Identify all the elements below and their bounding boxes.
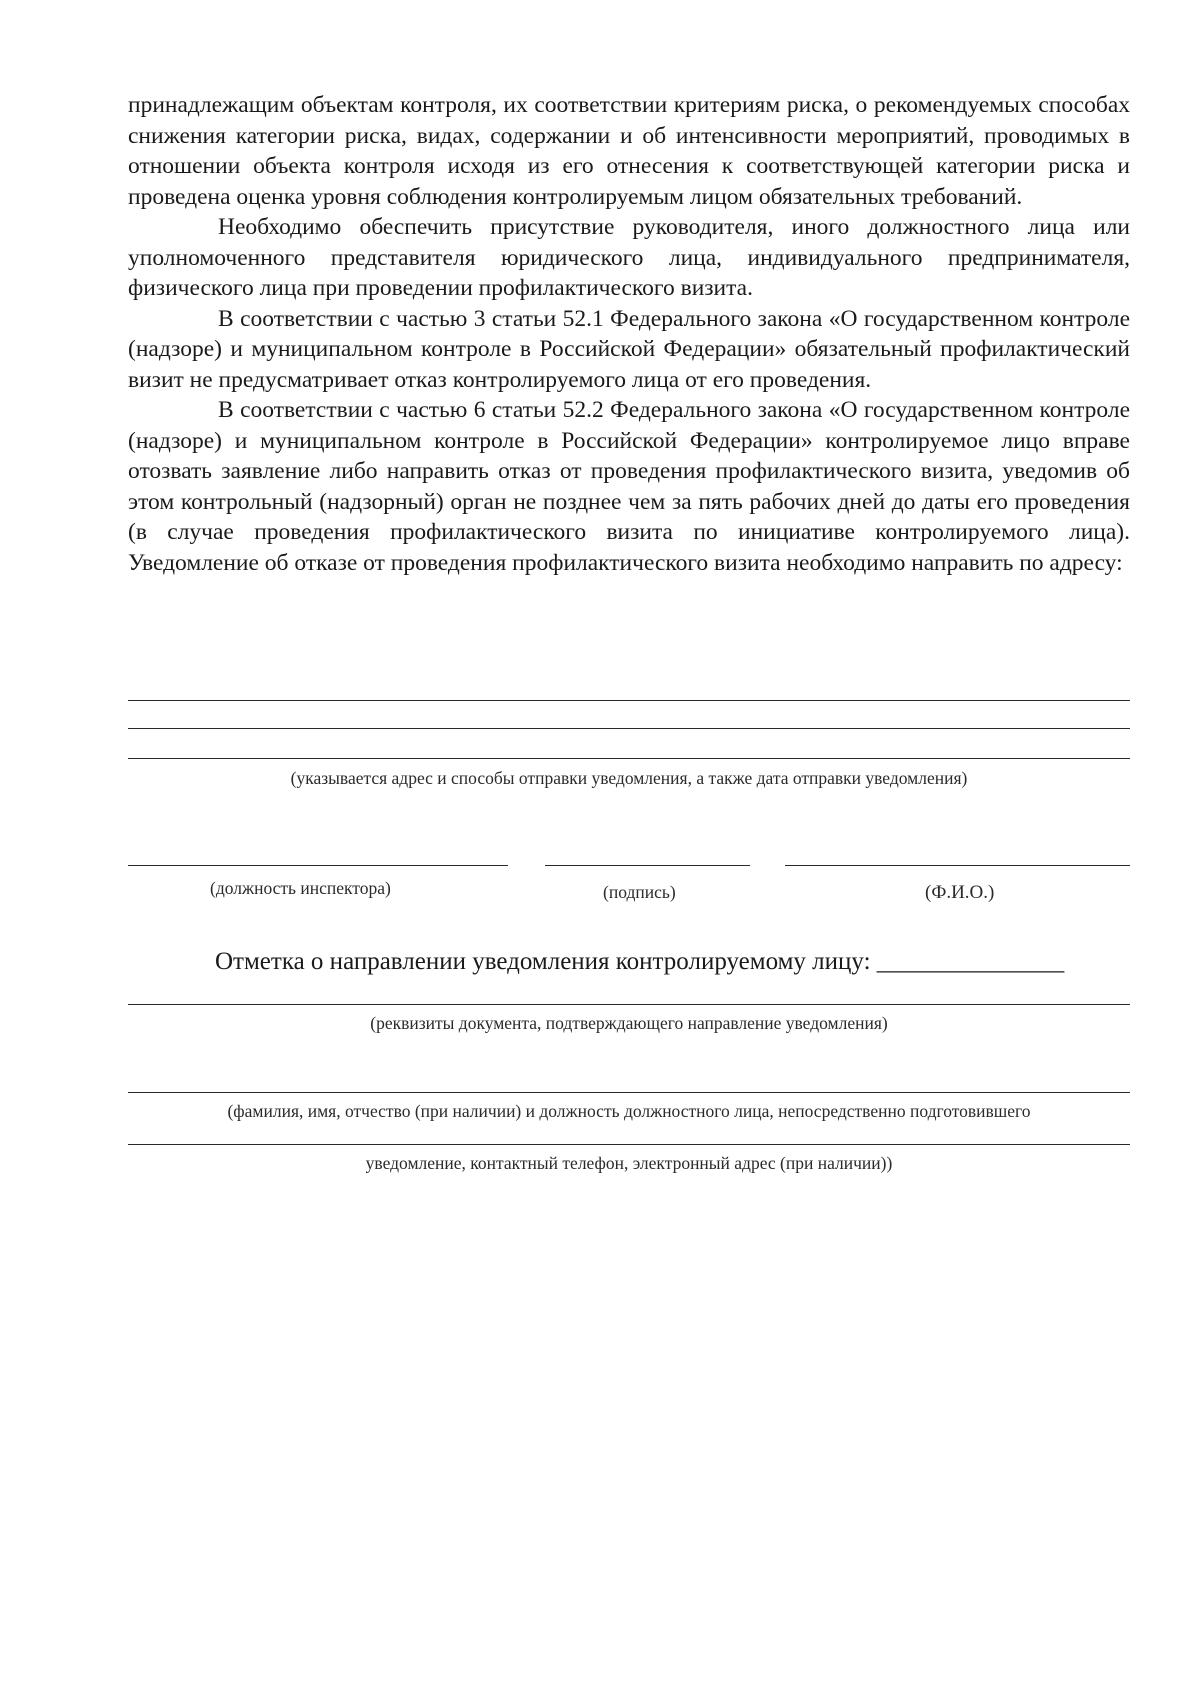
body-text [128, 90, 1130, 578]
preparer-line-2 [128, 1144, 1130, 1145]
position-line [128, 865, 508, 866]
address-caption: (указывается адрес и способы отправки уведомления, а также дата отправки уведомления) [290, 768, 968, 788]
signature-line [545, 865, 750, 866]
paragraph-4: В соответствии с частью 6 статьи 52.2 Федерального закона «О государственном контроле (надзоре) и муниципальном контроле в Российской Федерации» контролируемое лицо вправе отозвать заявление либо направить отказ от проведения профилактического визита, уведомив об этом контрольный (надзорный) орган не позднее чем за пять рабочих дней до даты его проведения (в случае проведения профилактического визита по инициативе контролируемого лица). Уведомление об отказе от проведения профилактического визита необходимо направить по адресу: [128, 397, 1130, 576]
paragraph-1: принадлежащим объектам контроля, их соответствии критериям риска, о рекомендуемых способах снижения категории риска, видах, содержании и об интенсивности мероприятий, проводимых в отношении объекта контроля исходя из его отнесения к соответствующей категории риска и проведена оценка уровня соблюдения контролируемым лицом обязательных требований. [128, 92, 1130, 210]
fio-caption: (Ф.И.О.) [925, 882, 995, 903]
preparer-caption-2: уведомление, контактный телефон, электронный адрес (при наличии)) [365, 1153, 893, 1173]
position-caption: (должность инспектора) [210, 878, 391, 898]
preparer-line-1 [128, 1092, 1130, 1093]
requisites-line [128, 1004, 1130, 1005]
signature-caption: (подпись) [603, 882, 676, 902]
fio-line [785, 865, 1130, 866]
requisites-caption: (реквизиты документа, подтверждающего направление уведомления) [370, 1013, 888, 1033]
paragraph-3: В соответствии с частью 3 статьи 52.1 Федерального закона «О государственном контроле (надзоре) и муниципальном контроле в Российской Федерации» обязательный профилактический визит не предусматривает отказ контролируемого лица от его проведения. [128, 305, 1130, 393]
address-line-2 [128, 728, 1130, 729]
address-line-3 [128, 758, 1130, 759]
notification-mark-label: Отметка о направлении уведомления контролируемому лицу: _______________ [215, 948, 1065, 975]
preparer-caption-1: (фамилия, имя, отчество (при наличии) и должность должностного лица, непосредственно подготовившего [227, 1101, 1031, 1121]
paragraph-2: Необходимо обеспечить присутствие руководителя, иного должностного лица или уполномоченного представителя юридического лица, индивидуального предпринимателя, физического лица при проведении профилактического визита. [128, 214, 1130, 301]
address-line-1 [128, 700, 1130, 701]
